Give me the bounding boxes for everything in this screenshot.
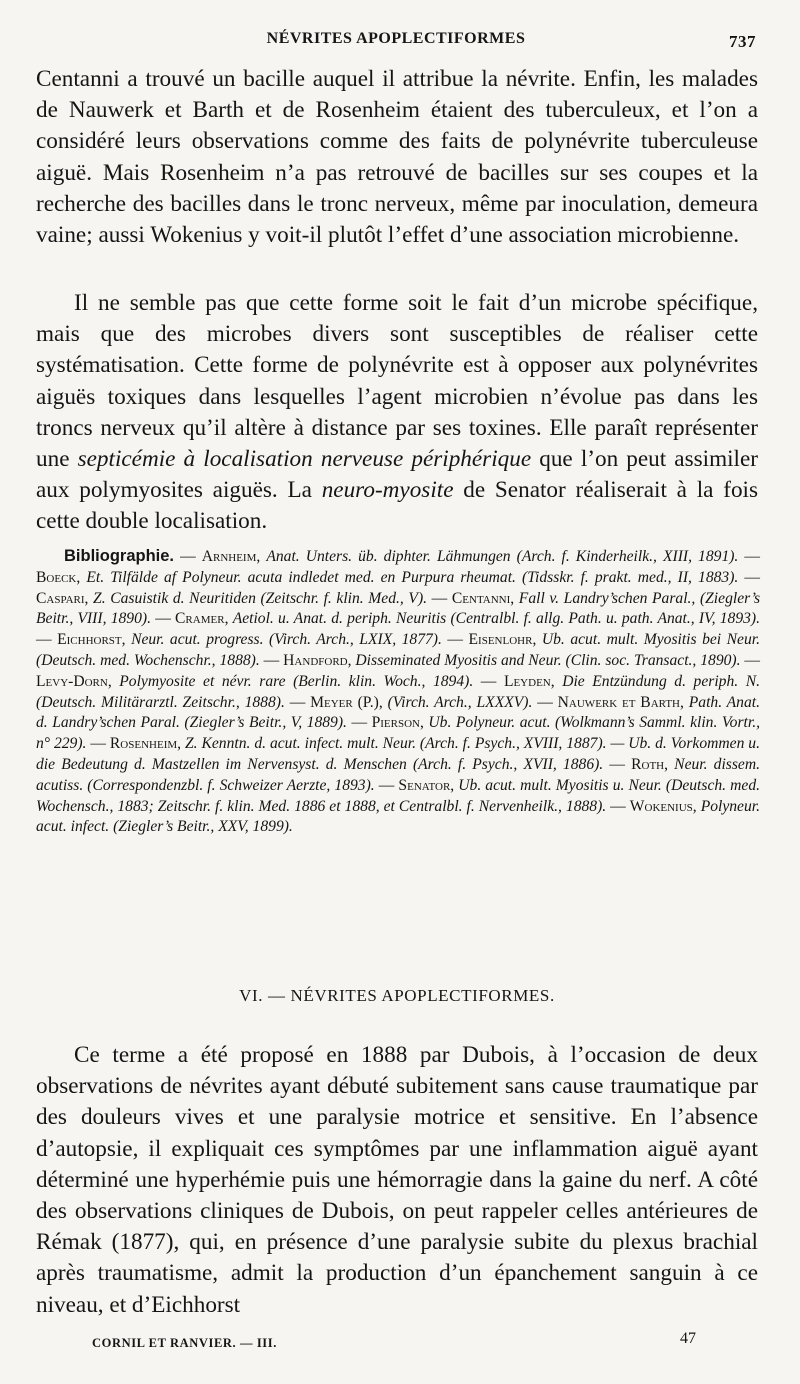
bibliography-author: Roth (631, 755, 665, 773)
bibliography-lead: Bibliographie. (64, 547, 175, 565)
paragraph-2-emphasis-2: neuro-myosite (321, 477, 454, 504)
bibliography-reference: Z. Kenntn. d. acut. infect. mult. Neur. (Arch. f. Psych., XVIII, 1887). — Ub. d. Vorkommen u. die Bedeutung d. Mastzellen im Nervensyst. d. Menschen (Arch. f. Psych., XVII, 1886). (36, 735, 760, 773)
paragraph-3 (36, 1040, 758, 1321)
running-title: NÉVRITES APOPLECTIFORMES (266, 30, 526, 47)
paragraph-1 (36, 64, 758, 251)
bibliography-author: Nauwerk et Barth (557, 693, 680, 711)
bibliography-reference: Disseminated Myositis and Neur. (Clin. soc. Transact., 1890). (355, 651, 741, 669)
bibliography-author: Cramer (175, 610, 225, 628)
bibliography-reference: Ub. Polyneur. acut. (Wolkmann’s Samml. klin. Vortr., n° 229). (36, 714, 760, 753)
paragraph-2-part-a: Il ne semble pas que cette forme soit le fait d’un microbe spécifique, mais que des microbes divers sont susceptibles de réaliser cette systématisation. Cette forme de polynévrite est à opposer aux polynévrites aiguës toxiques dans lesquelles l’agent microbien n’évolue pas dans les troncs nerveux qu’il altère à distance par ses toxines. Elle paraît représenter une (36, 290, 758, 473)
bibliography-text: Bibliographie. — Arnheim, Anat. Unters. üb. diphter. Lähmungen (Arch. f. Kinderheilk., XIII, 1891). — Boeck, Et. Tilfälde af Polyneur. acuta indledet med. en Purpura rheumat. (Tidsskr. f. prakt. med., II, 1883). — Caspari, Z. Casuistik d. Neuritiden (Zeitschr. f. klin. Med., V). — Centanni, Fall v. Landry’schen Paral., (Ziegler’s Beitr., VIII, 1890). — Cramer, Aetiol. u. Anat. d. periph. Neuritis (Centralbl. f. allg. Path. u. path. Anat., IV, 1893). — Eichhorst, Neur. acut. progress. (Virch. Arch., LXIX, 1877). — Eisenlohr, Ub. acut. mult. Myositis bei Neur. (Deutsch. med. Wochenschr., 1888). — Handford, Disseminated Myositis and Neur. (Clin. soc. Transact., 1890). — Levy-Dorn, Polymyosite et névr. rare (Berlin. klin. Woch., 1894). — Leyden, Die Entzündung d. periph. N. (Deutsch. Militärarztl. Zeitschr., 1888). — Meyer (P.), (Virch. Arch., LXXXV). — Nauwerk et Barth, Path. Anat. d. Landry’schen Paral. (Ziegler’s Beitr., V, 1889). — Pierson, Ub. Polyneur. acut. (Wolkmann’s Samml. klin. Vortr., n° 229). — Rosenheim, Z. Kenntn. d. acut. infect. mult. Neur. (Arch. f. Psych., XVIII, 1887). — Ub. d. Vorkommen u. die Bedeutung d. Mastzellen im Nervensyst. d. Menschen (Arch. f. Psych., XVII, 1886). — Roth, Neur. dissem. acutiss. (Correspondenzbl. f. Schweizer Aerzte, 1893). — Senator, Ub. acut. mult. Myositis u. Neur. (Deutsch. med. Wochensch., 1883; Zeitschr. f. klin. Med. 1886 et 1888, et Centralbl. f. Nervenheilk., 1888). — Wokenius, Polyneur. acut. infect. (Ziegler’s Beitr., XXV, 1899). (36, 547, 761, 836)
bibliography-reference: Et. Tilfälde af Polyneur. acuta indledet med. en Purpura rheumat. (Tidsskr. f. prakt. med., II, 1883). (86, 568, 739, 586)
paragraph-3-text: Ce terme a été proposé en 1888 par Dubois, à l’occasion de deux observations de névrites ayant débuté subitement sans cause traumatique par des douleurs vives et une paralysie motrice et sensitive. En l’absence d’autopsie, il expliquait ces symptômes par une inflammation aiguë ayant déterminé une hyperhémie puis une hémorragie dans la gaine du nerf. A côté des observations cliniques de Dubois, on peut rappeler celles antérieures de Rémak (1877), qui, en présence d’une paralysie subite du plexus brachial après traumatisme, admit la production d’un épanchement sanguin à ce niveau, et d’Eichhorst (36, 1042, 758, 1318)
bibliography-reference: Path. Anat. d. Landry’schen Paral. (Ziegler’s Beitr., V, 1889). (36, 693, 761, 732)
bibliography-author: Leyden (503, 672, 551, 690)
bibliography-reference: Fall v. Landry’schen Paral., (Ziegler’s Beitr., VIII, 1890). (36, 589, 761, 628)
bibliography-reference: Z. Casuistik d. Neuritiden (Zeitschr. f. klin. Med., V). (93, 589, 428, 607)
bibliography-author: Caspari (36, 589, 85, 607)
bibliography-reference: Aetiol. u. Anat. d. periph. Neuritis (Centralbl. f. allg. Path. u. path. Anat., IV, 1893). (232, 610, 761, 628)
bibliography-author: Eisenlohr (468, 631, 533, 649)
page-number: 737 (729, 32, 756, 51)
running-head (36, 30, 756, 54)
bibliography-reference: Ub. acut. mult. Myositis u. Neur. (Deutsch. med. Wochensch., 1883; Zeitschr. f. klin. Med. 1886 et 1888, et Centralbl. f. Nervenheilk., 1888). (36, 776, 761, 815)
bibliography-author: Wokenius (629, 797, 693, 815)
bibliography-reference: Anat. Unters. üb. diphter. Lähmungen (Arch. f. Kinderheilk., XIII, 1891). (266, 548, 739, 565)
paragraph-2 (36, 288, 758, 538)
bibliography-reference: Neur. acut. progress. (Virch. Arch., LXIX, 1877). (131, 631, 442, 649)
bibliography (36, 546, 760, 838)
bibliography-author: Centanni (451, 589, 511, 607)
bibliography-author: Meyer (P.) (310, 693, 379, 711)
bibliography-author: Pierson (371, 714, 420, 732)
paragraph-2-part-b: que l’on peut assimiler aux polymyosites aiguës. La (36, 446, 759, 504)
bibliography-author: Boeck (36, 568, 77, 586)
bibliography-author: Handford (283, 651, 348, 669)
signature-line: CORNIL ET RANVIER. — III. (92, 1336, 277, 1350)
paragraph-1-text: Centanni a trouvé un bacille auquel il attribue la névrite. Enfin, les malades de Nauwerk et Barth et de Rosenheim étaient des tuberculeux, et l’on a considéré leurs observations comme des faits de polynévrite tuberculeuse aiguë. Mais Rosenheim n’a pas retrouvé de bacilles sur ses coupes et la recherche des bacilles dans le tronc nerveux, même par inoculation, demeura vaine; aussi Wokenius y voit-il plutôt l’effet d’une association microbienne. (36, 66, 758, 249)
paragraph-2-emphasis-1: septicémie à localisation nerveuse périphérique (77, 446, 532, 473)
bibliography-reference: (Virch. Arch., LXXXV). (387, 693, 533, 711)
bibliography-author: Eichhorst (57, 631, 122, 649)
signature-number: 47 (680, 1330, 696, 1347)
bibliography-reference: Polyneur. acut. infect. (Ziegler’s Beitr., XXV, 1899). (36, 797, 761, 836)
paragraph-2-text (36, 288, 758, 538)
bibliography-author: Senator (398, 776, 451, 794)
bibliography-reference: Polymyosite et névr. rare (Berlin. klin. Woch., 1894). (119, 672, 474, 690)
paragraph-2-part-c: de Senator réaliserait à la fois cette double localisation. (36, 477, 759, 535)
bibliography-author: Rosenheim (109, 735, 178, 753)
bibliography-author: Levy-Dorn (36, 672, 108, 690)
bibliography-reference: Neur. dissem. acutiss. (Correspondenzbl. f. Schweizer Aerzte, 1893). (36, 755, 761, 794)
section-heading: VI. — NÉVRITES APOPLECTIFORMES. (239, 986, 555, 1005)
bibliography-author: Arnheim (201, 548, 257, 565)
bibliography-reference: Die Entzündung d. periph. N. (Deutsch. Militärarztl. Zeitschr., 1888). (36, 672, 761, 711)
bibliography-reference: Ub. acut. mult. Myositis bei Neur. (Deutsch. med. Wochenschr., 1888). (36, 631, 761, 669)
